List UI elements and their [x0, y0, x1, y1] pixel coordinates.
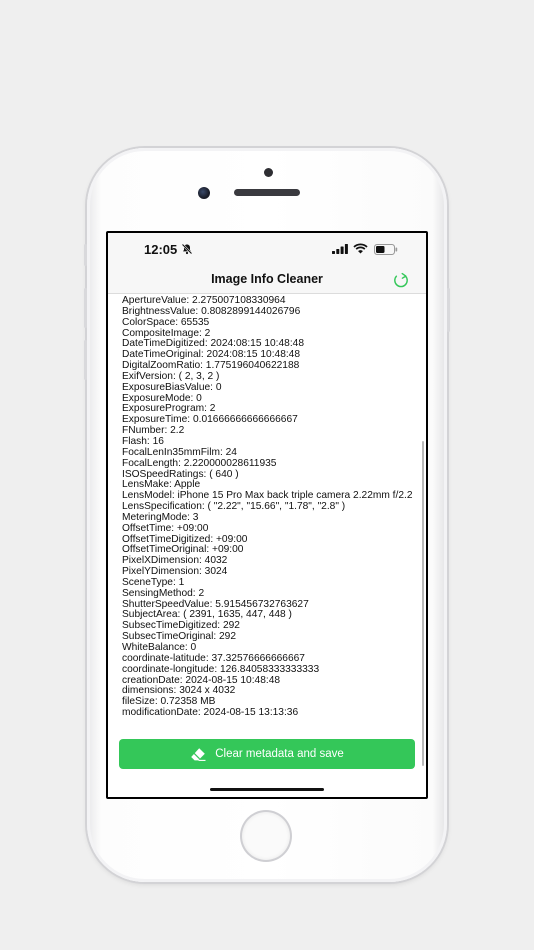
metadata-row: DateTimeOriginal: 2024:08:15 10:48:48	[122, 349, 301, 361]
metadata-row: ExposureTime: 0.01666666666666667	[122, 414, 298, 426]
metadata-row: ExposureProgram: 2	[122, 403, 216, 415]
metadata-row: ColorSpace: 65535	[122, 316, 210, 328]
metadata-row: OffsetTimeDigitized: +09:00	[122, 533, 248, 545]
side-button-mute	[84, 244, 87, 266]
cellular-signal-icon	[332, 244, 348, 254]
metadata-row: FocalLength: 2.220000028611935	[122, 457, 277, 469]
home-indicator	[210, 788, 324, 791]
metadata-row: ExposureMode: 0	[122, 392, 202, 404]
metadata-row: SceneType: 1	[122, 576, 185, 588]
clear-metadata-button[interactable]	[119, 739, 415, 769]
metadata-row: creationDate: 2024-08-15 10:48:48	[122, 674, 281, 686]
battery-icon	[374, 244, 398, 255]
metadata-row: PixelYDimension: 3024	[122, 566, 228, 578]
metadata-row: coordinate-longitude: 126.84058333333333	[122, 663, 320, 675]
display	[108, 233, 426, 797]
metadata-row: LensMake: Apple	[122, 479, 201, 491]
metadata-row: coordinate-latitude: 37.32576666666667	[122, 652, 305, 664]
metadata-row: WhiteBalance: 0	[122, 642, 197, 653]
metadata-row: ShutterSpeedValue: 5.915456732763627	[122, 598, 309, 610]
metadata-row: OffsetTime: +09:00	[122, 522, 209, 534]
side-button-power	[447, 288, 450, 332]
metadata-row: fileSize: 0.72358 MB	[122, 696, 216, 708]
metadata-row: ApertureValue: 2.275007108330964	[122, 296, 286, 306]
metadata-row: OffsetTimeOriginal: +09:00	[122, 544, 244, 556]
bell-slash-icon	[181, 243, 193, 255]
clear-metadata-label: Clear metadata and save	[215, 748, 344, 760]
home-button[interactable]	[242, 812, 290, 860]
metadata-row: LensSpecification: ( "2.22", "15.66", "1.78", "2.8" )	[122, 501, 346, 513]
metadata-row: LensModel: iPhone 15 Pro Max back triple camera 2.22mm f/2.2	[122, 490, 413, 502]
metadata-row: dimensions: 3024 x 4032	[122, 685, 236, 697]
metadata-list[interactable]	[122, 296, 418, 736]
metadata-row: PixelXDimension: 4032	[122, 555, 228, 567]
metadata-row: SensingMethod: 2	[122, 587, 205, 599]
metadata-row: ISOSpeedRatings: ( 640 )	[122, 468, 239, 480]
metadata-row: SubjectArea: ( 2391, 1635, 447, 448 )	[122, 609, 292, 621]
earpiece-speaker	[234, 189, 300, 196]
page-title: Image Info Cleaner	[211, 272, 323, 286]
status-bar	[108, 233, 426, 267]
metadata-row: ExifVersion: ( 2, 3, 2 )	[122, 370, 220, 382]
eraser-icon	[190, 747, 206, 761]
phone-frame	[87, 148, 447, 882]
metadata-row: Flash: 16	[122, 435, 164, 447]
status-time: 12:05	[144, 242, 178, 257]
side-button-volume-up	[84, 288, 87, 328]
metadata-row: MeteringMode: 3	[122, 511, 199, 523]
metadata-row: SubsecTimeDigitized: 292	[122, 620, 240, 632]
metadata-row: FNumber: 2.2	[122, 425, 185, 437]
screen	[106, 231, 428, 799]
proximity-sensor	[264, 168, 273, 177]
metadata-row: DateTimeDigitized: 2024:08:15 10:48:48	[122, 338, 304, 350]
side-button-volume-down	[84, 340, 87, 380]
metadata-row: CompositeImage: 2	[122, 327, 211, 339]
metadata-row: FocalLenIn35mmFilm: 24	[122, 446, 237, 458]
metadata-row: DigitalZoomRatio: 1.775196040622188	[122, 360, 300, 372]
wifi-icon	[353, 243, 368, 254]
front-camera	[198, 187, 210, 199]
navigation-bar	[108, 267, 426, 294]
metadata-row: SubsecTimeOriginal: 292	[122, 631, 237, 643]
metadata-row: BrightnessValue: 0.8082899144026796	[122, 305, 301, 317]
metadata-row: ExposureBiasValue: 0	[122, 381, 222, 393]
refresh-icon[interactable]	[392, 271, 410, 289]
metadata-row: modificationDate: 2024-08-15 13:13:36	[122, 707, 299, 719]
scrollbar[interactable]	[422, 441, 424, 766]
